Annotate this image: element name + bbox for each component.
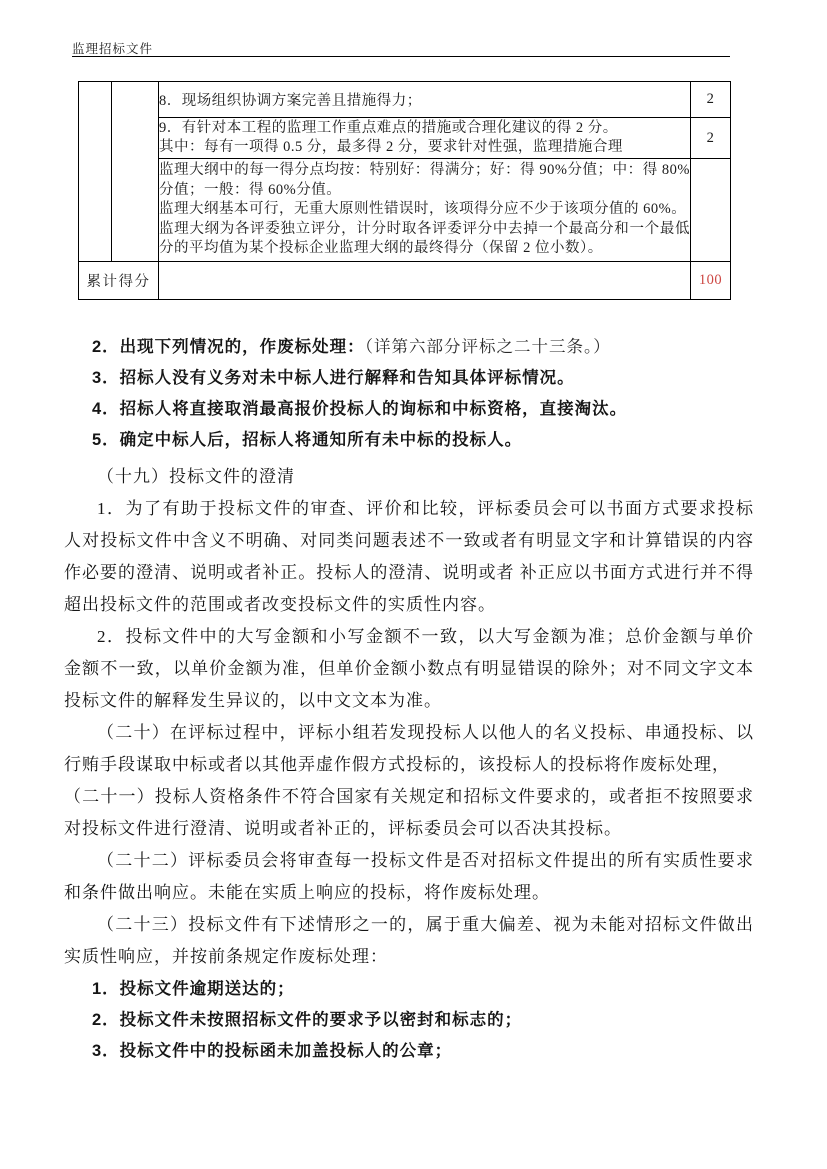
criterion-9-score: 2 <box>691 118 731 159</box>
table-row-total <box>79 262 731 300</box>
clause-item-2 <box>64 337 754 357</box>
empty-cell-col1 <box>79 82 112 262</box>
section-19-title: （十九）投标文件的澄清 <box>97 467 295 486</box>
section-19-paragraph-2: 2．投标文件中的大写金额和小写金额不一致，以大写金额为准；总价金额与单价金额不一致，以单价金额为准，但单价金额小数点有明显错误的除外；对不同文字文本投标文件的解释发生异议的，以中文文本为准。 <box>64 627 754 710</box>
table-row-outline-scoring-rule <box>79 159 731 262</box>
total-score-empty-cell <box>159 262 691 300</box>
clause-item-2-note: （详第六部分评标之二十三条。） <box>364 337 611 356</box>
clause-item-5: 5．确定中标人后，招标人将通知所有未中标的投标人。 <box>92 431 523 449</box>
criterion-9-line1: 9．有针对本工程的监理工作重点难点的措施或合理化建议的得 2 分。 <box>159 119 618 136</box>
total-score-value: 100 <box>691 262 731 300</box>
empty-cell-col2 <box>112 82 159 262</box>
clause-item-3: 3．招标人没有义务对未中标人进行解释和告知具体评标情况。 <box>92 369 575 387</box>
table-row-criterion-9 <box>79 118 731 159</box>
section-21-paragraph: （二十一）投标人资格条件不符合国家有关规定和招标文件要求的，或者拒不按照要求对投标文件进行澄清、说明或者补正的，评标委员会可以否决其投标。 <box>64 787 754 838</box>
table-row-criterion-8 <box>79 82 731 118</box>
section-20-paragraph: （二十）在评标过程中，评标小组若发现投标人以他人的名义投标、串通投标、以行贿手段谋取中标或者以其他弄虚作假方式投标的，该投标人的投标将作废标处理， <box>64 723 754 774</box>
criterion-9-line2: 其中：每有一项得 0.5 分，最多得 2 分，要求针对性强，监理措施合理 <box>159 139 623 155</box>
clause-item-2-bold: 2．出现下列情况的，作废标处理： <box>92 338 365 356</box>
score-table <box>78 81 731 300</box>
total-score-label: 累计得分 <box>79 262 159 300</box>
outline-scoring-rule-score <box>691 159 731 262</box>
header-rule <box>72 56 730 57</box>
deviation-item-2: 2．投标文件未按照招标文件的要求予以密封和标志的； <box>92 1011 523 1029</box>
section-23-paragraph: （二十三）投标文件有下述情形之一的，属于重大偏差、视为未能对招标文件做出实质性响应，并按前条规定作废标处理： <box>64 915 754 966</box>
document-body <box>64 337 754 1072</box>
outline-rule-line2: 监理大纲基本可行，无重大原则性错误时，该项得分应不少于该项分值的 60%。 <box>159 201 687 218</box>
clause-item-4: 4．招标人将直接取消最高报价投标人的询标和中标资格，直接淘汰。 <box>92 400 628 418</box>
section-19-paragraph-1: 1．为了有助于投标文件的审查、评价和比较，评标委员会可以书面方式要求投标人对投标文件中含义不明确、对同类问题表述不一致或者有明显文字和计算错误的内容作必要的澄清、说明或者补正。投标人的澄清、说明或者 补正应以书面方式进行并不得超出投标文件的范围或者改变投标文件的实质性内容。 <box>64 499 754 614</box>
page-header-title: 监理招标文件 <box>72 42 154 56</box>
criterion-9-text <box>159 118 691 159</box>
criterion-8-score: 2 <box>691 82 731 118</box>
deviation-item-3: 3．投标文件中的投标函未加盖投标人的公章； <box>92 1042 453 1060</box>
criterion-8-text: 8．现场组织协调方案完善且措施得力； <box>159 82 691 118</box>
section-22-paragraph: （二十二）评标委员会将审查每一投标文件是否对招标文件提出的所有实质性要求和条件做出响应。未能在实质上响应的投标，将作废标处理。 <box>64 851 754 902</box>
outline-rule-line3: 监理大纲为各评委独立评分，计分时取各评委评分中去掉一个最高分和一个最低分的平均值为某个投标企业监理大纲的最终得分（保留 2 位小数）。 <box>159 220 690 257</box>
deviation-item-1: 1．投标文件逾期送达的； <box>92 980 295 998</box>
outline-rule-line1: 监理大纲中的每一得分点均按：特别好：得满分；好：得 90%分值；中：得 80%分值；一般：得 60%分值。 <box>159 162 690 198</box>
outline-scoring-rule-text <box>159 159 691 262</box>
